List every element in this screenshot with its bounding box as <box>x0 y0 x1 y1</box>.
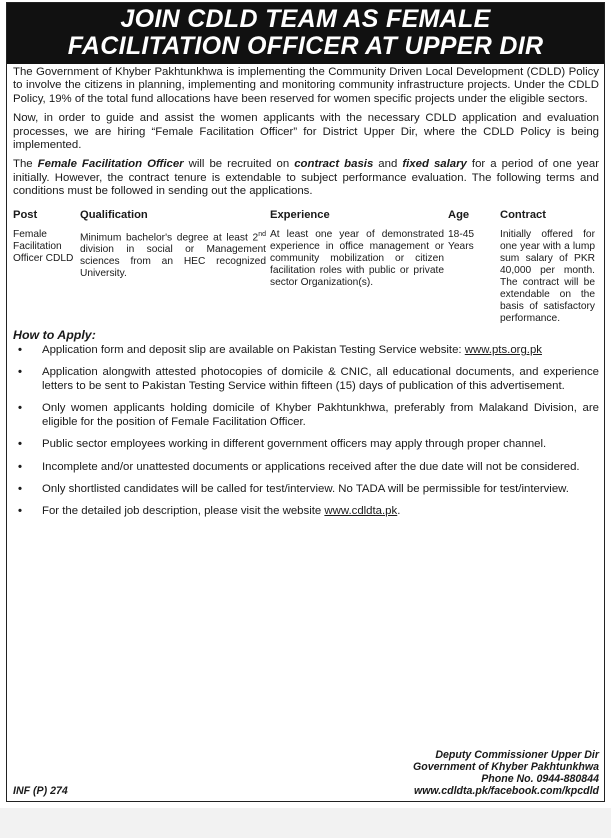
list-item-text: Only women applicants holding domicile of Khyber Pakhtunkhwa, preferably from Malakand Division, are eligible for the position of Female Facilitation Officer. <box>42 402 599 428</box>
list-item-text: Public sector employees working in different government officers may apply through proper channel. <box>42 438 547 451</box>
bullet-icon: • <box>18 402 22 415</box>
pts-website-link[interactable]: www.pts.org.pk <box>464 344 542 357</box>
list-item-text: For the detailed job description, please visit the website <box>42 505 325 518</box>
list-item-text: Application alongwith attested photocopies of domicile & CNIC, all educational documents, and experience letters to be sent to Pakistan Testing Service within fifteen (15) days of publication of this advertisement. <box>42 366 599 392</box>
signature-phone: Phone No. 0944-880844 <box>481 773 599 785</box>
footer <box>13 749 599 797</box>
intro-text: will be recruited on <box>183 158 295 171</box>
cell-experience: At least one year of demonstrated experience in office management or community mobilization or citizen facilitation roles with public or private sector Organization(s). <box>270 228 444 288</box>
cell-qualification <box>80 229 270 325</box>
intro-paragraph-3 <box>13 158 599 198</box>
qualification-text: Minimum bachelor's degree at least 2 <box>80 232 259 244</box>
terms-table <box>13 205 599 325</box>
list-item <box>13 344 599 357</box>
headline-line-2: FACILITATION OFFICER AT UPPER DIR <box>67 32 544 60</box>
cell-age: 18-45 Years <box>448 228 475 252</box>
bottom-strip <box>0 808 611 838</box>
headline-banner <box>7 3 604 64</box>
intro-paragraph-2: Now, in order to guide and assist the women applicants with the necessary CDLD application and evaluation processes, we are hiring “Female Facilitation Officer” for District Upper Dir, where the CDLD Policy is being implemented. <box>13 112 599 152</box>
qualification-sup: nd <box>258 230 266 238</box>
table-header-row <box>13 205 599 229</box>
bullet-icon: • <box>18 460 22 473</box>
list-item <box>13 483 599 496</box>
cdldta-website-link[interactable]: www.cdldta.pk <box>324 505 398 518</box>
fixed-salary-emphasis: fixed salary <box>402 158 467 171</box>
signature-block <box>13 749 599 797</box>
contract-basis-emphasis: contract basis <box>294 158 374 171</box>
how-to-apply-heading: How to Apply: <box>13 327 96 342</box>
bullet-icon: • <box>18 366 22 379</box>
bullet-icon: • <box>18 505 22 518</box>
advertisement <box>6 2 605 802</box>
inf-reference: INF (P) 274 <box>13 785 68 797</box>
list-item <box>13 402 599 429</box>
headline-line-1: JOIN CDLD TEAM AS FEMALE <box>120 5 491 33</box>
bullet-icon: • <box>18 344 22 357</box>
how-to-apply-list <box>13 344 599 519</box>
list-item <box>13 505 599 518</box>
header-post: Post <box>13 208 38 221</box>
header-contract: Contract <box>500 208 546 221</box>
table-row <box>13 229 599 325</box>
list-item-text: Incomplete and/or unattested documents or applications received after the due date will not be considered. <box>42 460 580 473</box>
header-qualification: Qualification <box>80 208 148 221</box>
ad-body <box>7 64 604 519</box>
qualification-text: division in social or Management sciences from an HEC recognized University. <box>80 244 266 280</box>
signature-title: Deputy Commissioner Upper Dir <box>435 749 599 761</box>
signature-websites: www.cdldta.pk/facebook.com/kpcdld <box>413 785 599 797</box>
post-title-emphasis: Female Facilitation Officer <box>37 158 184 171</box>
header-experience: Experience <box>270 208 330 221</box>
intro-text: and <box>373 158 403 171</box>
intro-text: The <box>13 158 38 171</box>
cell-post: Female Facilitation Officer CDLD <box>13 228 74 264</box>
list-item <box>13 461 599 474</box>
intro-paragraph-1: The Government of Khyber Pakhtunkhwa is implementing the Community Driven Local Development (CDLD) Policy to involve the citizens in planning, implementing and monitoring community infrastructure projects. Under the CDLD Policy, 19% of the total fund allocations have been reserved for women specific projects under the eligible sectors. <box>13 66 599 105</box>
list-item-text: Only shortlisted candidates will be called for test/interview. No TADA will be permissible for test/interview. <box>42 482 569 495</box>
intro-text: for a period of one year initially. However, the contract tenure is extendable to subject performance evaluation. The following terms and conditions must be followed in sending out the applications. <box>13 158 599 198</box>
list-item-text: . <box>397 505 401 518</box>
list-item <box>13 438 599 451</box>
list-item <box>13 366 599 393</box>
bullet-icon: • <box>18 482 22 495</box>
header-age: Age <box>448 208 470 221</box>
cell-contract: Initially offered for one year with a lump sum salary of PKR 40,000 per month. The contract will be extendable on the basis of satisfactory performance. <box>500 228 595 324</box>
list-item-text: Application form and deposit slip are available on Pakistan Testing Service website: <box>42 344 465 357</box>
signature-organization: Government of Khyber Pakhtunkhwa <box>412 761 599 773</box>
bullet-icon: • <box>18 438 22 451</box>
